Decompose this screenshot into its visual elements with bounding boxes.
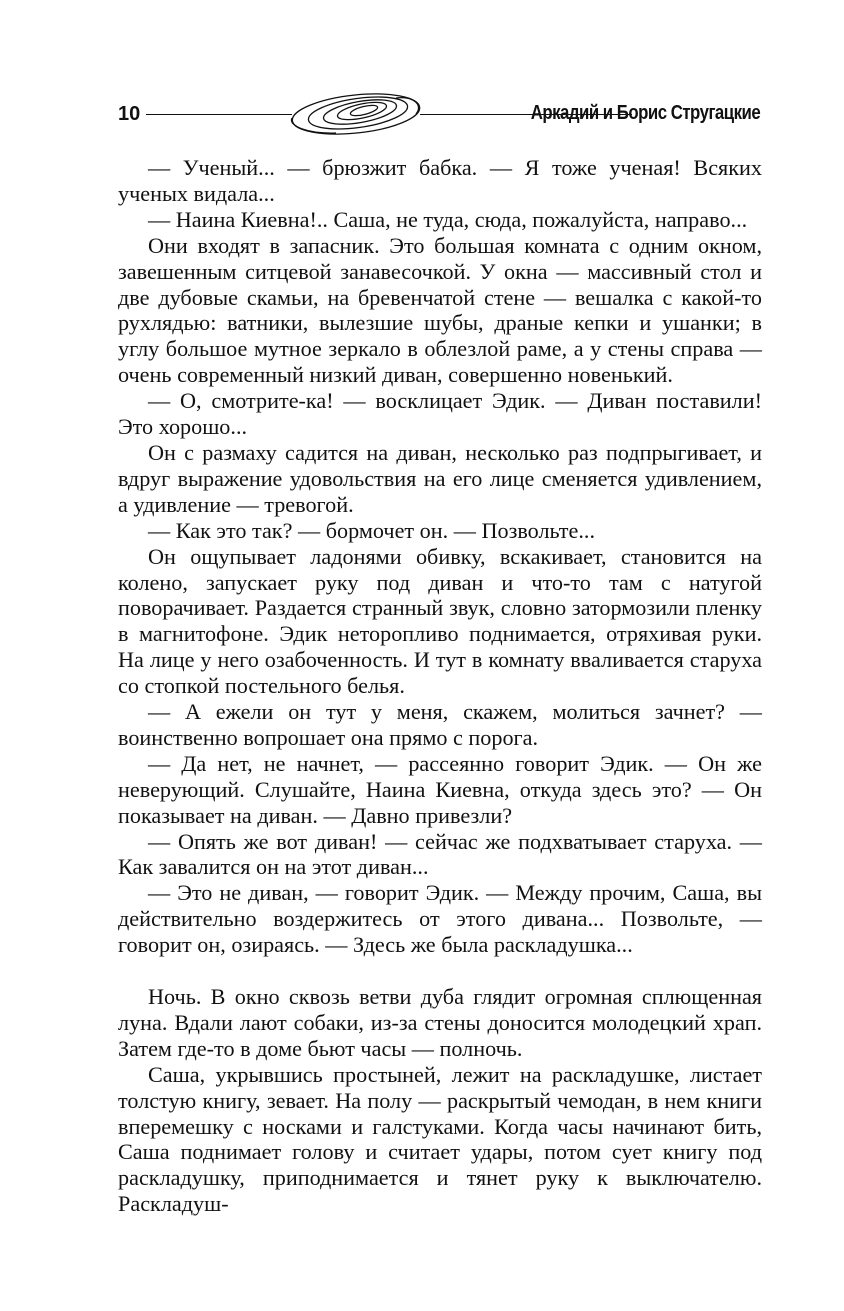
paragraph: — Как это так? — бормочет он. — Позвольте... (148, 517, 595, 543)
page-number: 10 (118, 103, 141, 125)
paragraph: — Да нет, не начнет, — рассеянно говорит Эдик. — Он же неверующий. Слушайте, Наина Киевна, откуда здесь это? — Он показывает на диван. — Давно привезли? (118, 750, 762, 828)
running-head-author: Аркадий и Борис Стругацкие (530, 102, 760, 124)
paragraph: — Наина Киевна!.. Саша, не туда, сюда, пожалуйста, направо... (148, 206, 748, 232)
paragraph: — О, смотрите-ка! — восклицает Эдик. — Диван поставили! Это хорошо... (118, 388, 762, 440)
header-rule-left (146, 114, 292, 115)
page-body (118, 155, 762, 1217)
running-header (118, 92, 760, 136)
paragraph: — А ежели он тут у меня, скажем, молиться зачнет? — воинственно вопрошает она прямо с порога. (118, 699, 762, 750)
spiral-ornament-icon (288, 92, 424, 136)
paragraph: — Опять же вот диван! — сейчас же подхватывает старуха. — Как завалится он на этот диван... (118, 828, 762, 880)
paragraph: — Это не диван, — говорит Эдик. — Между прочим, Саша, вы действительно воздержитесь от этого дивана... Позвольте, — говорит он, озираясь. — Здесь же была раскладушка... (118, 880, 762, 958)
paragraph: — Ученый... — брюзжит бабка. — Я тоже ученая! Всяких ученых видала... (118, 155, 762, 206)
paragraph: Ночь. В окно сквозь ветви дуба глядит огромная сплющенная луна. Вдали лают собаки, из-за стены доносится молодецкий храп. Затем где-то в доме бьют часы — полночь. (118, 983, 762, 1061)
paragraph: Саша, укрывшись простыней, лежит на раскладушке, листает толстую книгу, зевает. На полу — раскрытый чемодан, в нем книги вперемешку с носками и галстуками. Когда часы начинают бить, Саша поднимает голову и считает удары, потом сует книгу под раскладушку, приподнимается и тянет руку к выключателю. Раскладуш- (118, 1061, 762, 1217)
paragraph: Он ощупывает ладонями обивку, вскакивает, становится на колено, запускает руку под диван и что-то там с натугой поворачивает. Раздается странный звук, словно затормозили пленку в магнитофоне. Эдик неторопливо поднимается, отряхивая руки. На лице у него озабоченность. И тут в комнату вваливается старуха со стопкой постельного белья. (118, 543, 762, 699)
paragraph: Он с размаху садится на диван, несколько раз подпрыгивает, и вдруг выражение удовольствия на его лице сменяется удивлением, а удивление — тревогой. (118, 439, 762, 517)
paragraph: Они входят в запасник. Это большая комната с одним окном, завешенным ситцевой занавесочкой. У окна — массивный стол и две дубовые скамьи, на бревенчатой стене — вешалка с какой-то рухлядью: ватники, вылезшие шубы, драные кепки и ушанки; в углу большое мутное зеркало в облезлой раме, а у стены справа — очень современный низкий диван, совершенно новенький. (118, 232, 762, 388)
